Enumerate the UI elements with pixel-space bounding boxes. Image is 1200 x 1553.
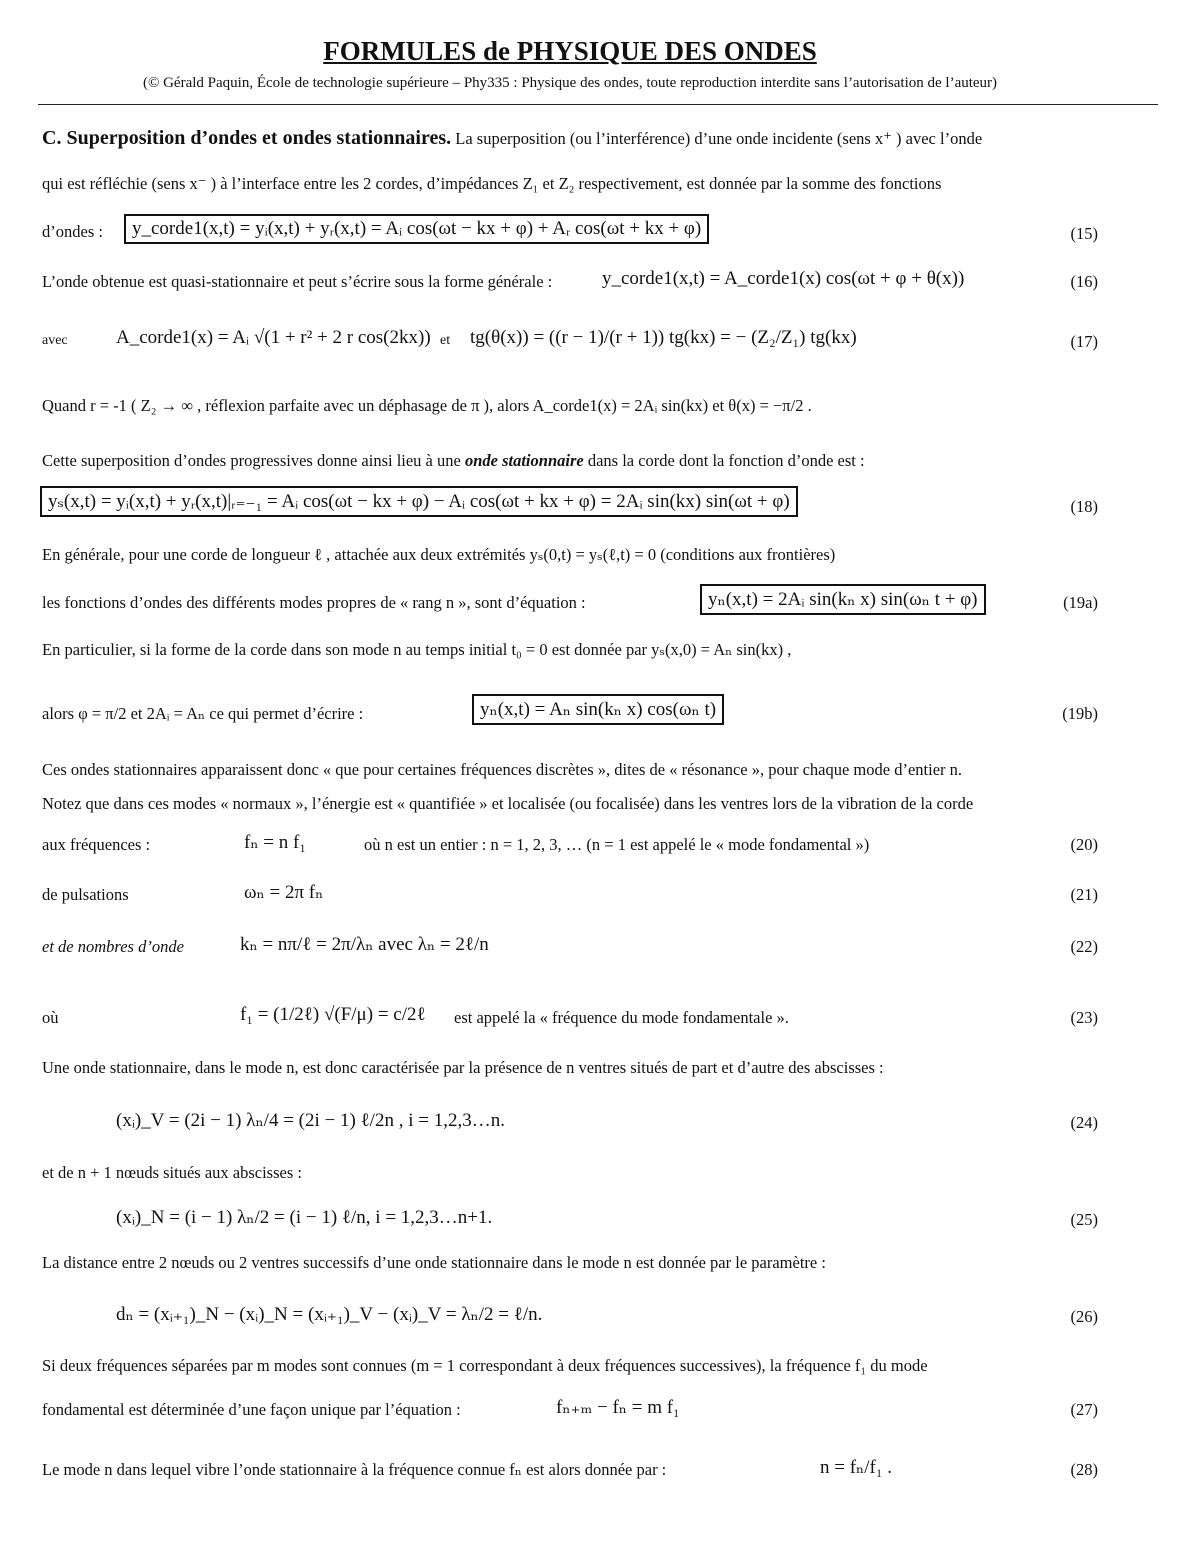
equation-number-28: (28)	[1070, 1460, 1098, 1479]
equation-27-text: fondamental est déterminée d’une façon unique par l’équation :	[42, 1400, 461, 1419]
distance-line: La distance entre 2 nœuds ou 2 ventres successifs d’une onde stationnaire dans le mode n est donnée par le paramètre :	[42, 1253, 826, 1272]
equation-28: n = fₙ/f₁ .	[820, 1457, 892, 1478]
equation-19a-text: les fonctions d’ondes des différents modes propres de « rang n », sont d’équation :	[42, 593, 586, 612]
header-rule	[38, 104, 1158, 105]
equation-number-19b: (19b)	[1062, 704, 1098, 723]
section-heading: C. Superposition d’ondes et ondes stationnaires.	[42, 127, 452, 149]
equation-19b-text: alors φ = π/2 et 2Aᵢ = Aₙ ce qui permet d’écrire :	[42, 704, 364, 723]
equation-20: fₙ = n f₁	[244, 832, 306, 853]
equation-17-phase: tg(θ(x)) = ((r − 1)/(r + 1)) tg(kx) = − (Z₂/Z₁) tg(kx)	[470, 327, 857, 348]
equation-23-note: est appelé la « fréquence du mode fondamentale ».	[454, 1008, 789, 1027]
generale-line: En générale, pour une corde de longueur ℓ , attachée aux deux extrémités yₛ(0,t) = yₛ(ℓ,t) = 0 (conditions aux frontières)	[42, 545, 836, 564]
equation-number-20: (20)	[1070, 835, 1098, 854]
document-subtitle: (© Gérald Paquin, École de technologie supérieure – Phy335 : Physique des ondes, toute reproduction interdite sans l’autorisation de l’auteur)	[142, 75, 998, 91]
equation-number-24: (24)	[1070, 1113, 1098, 1132]
noeuds-line: et de n + 1 nœuds situés aux abscisses :	[42, 1163, 302, 1182]
equation-22-text: et de nombres d’onde	[42, 937, 184, 956]
equation-number-15: (15)	[1070, 224, 1098, 243]
onde-stationnaire-term: onde stationnaire	[464, 451, 584, 470]
equation-number-22: (22)	[1070, 937, 1098, 956]
particulier-line: En particulier, si la forme de la corde dans son mode n au temps initial t₀ = 0 est donnée par yₛ(x,0) = Aₙ sin(kx) ,	[42, 640, 792, 659]
equation-number-25: (25)	[1070, 1210, 1098, 1229]
intro-text-2: qui est réfléchie (sens x⁻ ) à l’interface entre les 2 cordes, d’impédances Z₁ et Z₂ respectivement, est donnée par la somme des fonctions	[42, 174, 942, 193]
document-title: FORMULES de PHYSIQUE DES ONDES	[323, 36, 817, 66]
equation-number-27: (27)	[1070, 1400, 1098, 1419]
equation-21-text: de pulsations	[42, 885, 129, 904]
section-intro-line-1	[42, 127, 982, 150]
equation-18: yₛ(x,t) = yᵢ(x,t) + yᵣ(x,t)|ᵣ₌₋₁ = Aᵢ cos(ωt − kx + φ) − Aᵢ cos(ωt + kx + φ) = 2Aᵢ sin(kx) sin(ωt + φ)	[40, 486, 798, 517]
quand-line: Quand r = -1 ( Z₂ → ∞ , réflexion parfaite avec un déphasage de π ), alors A_corde1(x) = 2Aᵢ sin(kx) et θ(x) = −π/2 .	[42, 396, 812, 415]
intro-text-1: La superposition (ou l’interférence) d’une onde incidente (sens x⁺ ) avec l’onde	[455, 129, 983, 148]
equation-23: f₁ = (1/2ℓ) √(F/μ) = c/2ℓ	[240, 1004, 426, 1025]
equation-26: dₙ = (xᵢ₊₁)_N − (xᵢ)_N = (xᵢ₊₁)_V − (xᵢ)_V = λₙ/2 = ℓ/n.	[116, 1304, 543, 1325]
equation-21: ωₙ = 2π fₙ	[244, 882, 324, 903]
equation-number-17: (17)	[1070, 332, 1098, 351]
equation-16-text: L’onde obtenue est quasi-stationnaire et peut s’écrire sous la forme générale :	[42, 272, 553, 291]
equation-25: (xᵢ)_N = (i − 1) λₙ/2 = (i − 1) ℓ/n, i = 1,2,3…n+1.	[116, 1207, 493, 1228]
equation-17-avec: avec	[42, 333, 68, 348]
equation-number-18: (18)	[1070, 497, 1098, 516]
notez-line: Notez que dans ces modes « normaux », l’énergie est « quantifiée » et localisée (ou focalisée) dans les ventres lors de la vibration de la corde	[42, 794, 974, 813]
equation-number-19a: (19a)	[1063, 593, 1098, 612]
equation-28-text: Le mode n dans lequel vibre l’onde stationnaire à la fréquence connue fₙ est alors donnée par :	[42, 1460, 667, 1479]
equation-17-amplitude: A_corde1(x) = Aᵢ √(1 + r² + 2 r cos(2kx))	[116, 327, 431, 348]
ventres-line: Une onde stationnaire, dans le mode n, est donc caractérisée par la présence de n ventres situés de part et d’autre des abscisses :	[42, 1058, 884, 1077]
equation-22: kₙ = nπ/ℓ = 2π/λₙ avec λₙ = 2ℓ/n	[240, 934, 489, 955]
equation-16: y_corde1(x,t) = A_corde1(x) cos(ωt + φ + θ(x))	[602, 268, 965, 289]
deux-frequences-line: Si deux fréquences séparées par m modes sont connues (m = 1 correspondant à deux fréquences successives), la fréquence f₁ du mode	[42, 1356, 928, 1375]
equation-number-23: (23)	[1070, 1008, 1098, 1027]
intro-text-3: d’ondes :	[42, 222, 103, 241]
equation-15: y_corde1(x,t) = yᵢ(x,t) + yᵣ(x,t) = Aᵢ cos(ωt − kx + φ) + Aᵣ cos(ωt + kx + φ)	[124, 214, 709, 244]
equation-number-26: (26)	[1070, 1307, 1098, 1326]
equation-20-text: aux fréquences :	[42, 835, 151, 854]
equation-19b: yₙ(x,t) = Aₙ sin(kₙ x) cos(ωₙ t)	[472, 694, 724, 725]
equation-20-note: où n est un entier : n = 1, 2, 3, … (n = 1 est appelé le « mode fondamental »)	[364, 835, 870, 854]
equation-19a: yₙ(x,t) = 2Aᵢ sin(kₙ x) sin(ωₙ t + φ)	[700, 584, 986, 615]
cette-line: Cette superposition d’ondes progressives donne ainsi lieu à une onde stationnaire dans la corde dont la fonction d’onde est :	[42, 451, 865, 470]
equation-17-et: et	[440, 333, 451, 348]
equation-number-21: (21)	[1070, 885, 1098, 904]
equation-27: fₙ₊ₘ − fₙ = m f₁	[556, 1397, 680, 1418]
equation-24: (xᵢ)_V = (2i − 1) λₙ/4 = (2i − 1) ℓ/2n , i = 1,2,3…n.	[116, 1110, 505, 1131]
ces-ondes-line: Ces ondes stationnaires apparaissent donc « que pour certaines fréquences discrètes », dites de « résonance », pour chaque mode d’entier n.	[42, 760, 963, 779]
equation-23-text: où	[42, 1008, 59, 1027]
equation-number-16: (16)	[1070, 272, 1098, 291]
